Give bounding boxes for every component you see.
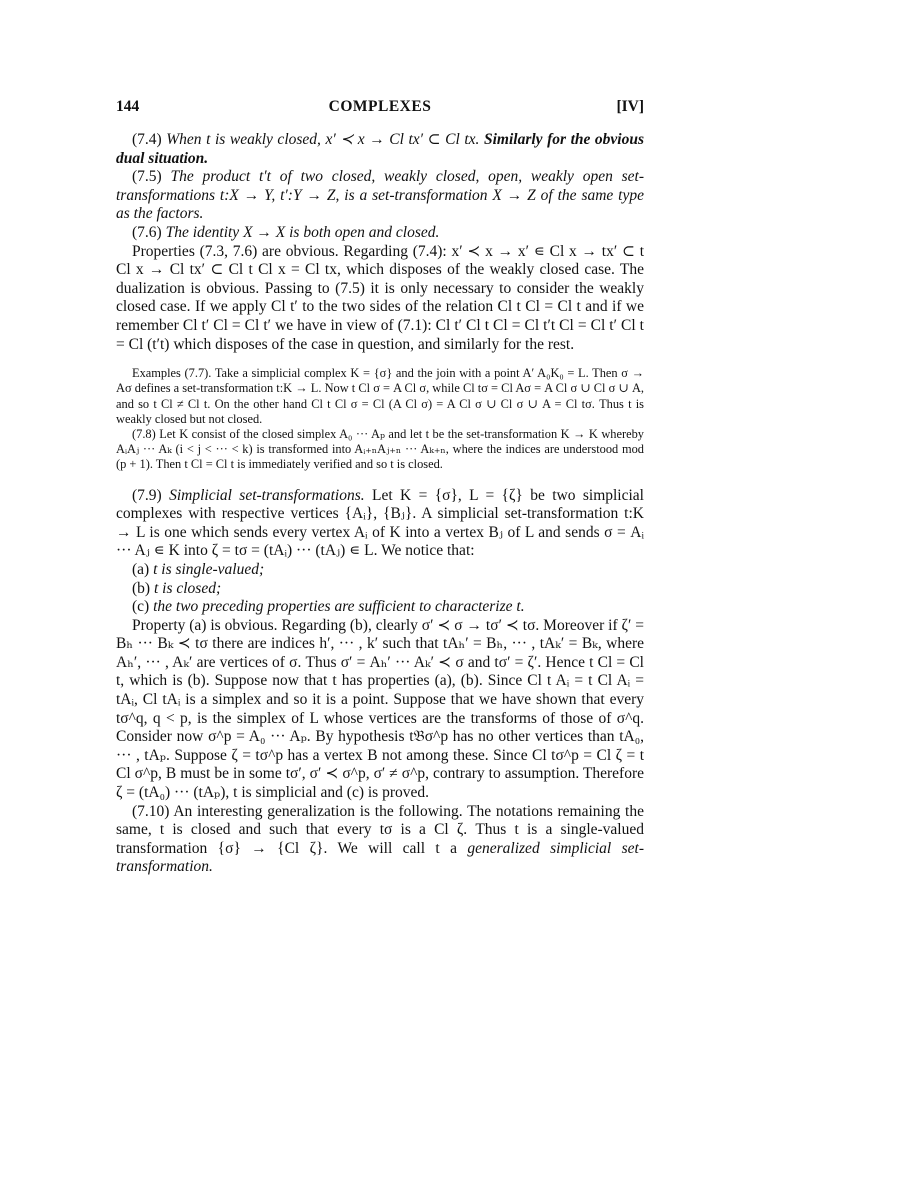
proof-paragraph: Properties (7.3, 7.6) are obvious. Regarding (7.4): x′ ≺ x → x′ ∊ Cl x → tx′ ⊂ t Cl x → Cl tx′ ⊂ Cl t Cl x = Cl tx, which disposes of the weakly closed case. The dualization is obvious. Passing to (7.5) it is only necessary to consider the weakly closed case. If we apply Cl t′ to the two sides of the relation Cl t Cl = Cl t and if we remember Cl t′ Cl = Cl t′ we have in view of (7.1): Cl t′ Cl t Cl = Cl t′t Cl = Cl t′ Cl t = Cl (t′t) which disposes of the case in question, and similarly for the rest.	[116, 242, 644, 353]
proposition-7-4	[116, 131, 644, 168]
prop-statement: The identity X → X is both open and closed.	[165, 223, 440, 241]
item-label: (b)	[132, 579, 151, 597]
example-7-8	[116, 427, 644, 473]
examples-7-7	[116, 366, 644, 427]
prop-label: (7.5)	[132, 168, 162, 186]
list-item	[116, 561, 644, 580]
examples-label: Examples (7.7).	[132, 366, 212, 381]
item-text: t is closed;	[153, 579, 222, 597]
chapter-label: [IV]	[616, 98, 644, 115]
running-title: COMPLEXES	[328, 98, 432, 115]
page-number: 144	[116, 98, 140, 115]
list-item	[116, 598, 644, 617]
section-text: An interesting generalization is the following. The notations remaining the same, t is closed and such that every tσ is a Cl ζ. Thus t is a single-valued transformation {σ} → {Cl ζ}. We will call t a	[116, 802, 644, 857]
prop-label: (7.4)	[132, 131, 162, 148]
list-item	[116, 580, 644, 599]
example-label: (7.8)	[132, 426, 156, 441]
section-7-10	[116, 803, 644, 877]
section-text: Let K = {σ}, L = {ζ} be two simplicial complexes with respective vertices {Aᵢ}, {Bⱼ}. A simplicial set-transformation t:K → L is one which sends every vertex Aᵢ of K into a vertex Bⱼ of L and sends σ = Aᵢ ··· Aⱼ ∊ K into ζ = tσ = (tAᵢ) ··· (tAⱼ) ∊ L. We notice that:	[116, 486, 644, 560]
section-7-9	[116, 487, 644, 561]
prop-statement: The product t′t of two closed, weakly closed, open, weakly open set-transformations t:X → Y, t′:Y → Z, is a set-transformation X → Z of the same type as the factors.	[116, 168, 645, 223]
page-body	[116, 131, 644, 877]
proof-7-9: Property (a) is obvious. Regarding (b), clearly σ′ ≺ σ → tσ′ ≺ tσ. Moreover if ζ′ = Bₕ ··· Bₖ ≺ tσ there are indices h′, ··· , k′ such that tAₕ′ = Bₕ, ··· , tAₖ′ = Bₖ, where Aₕ′, ··· , Aₖ′ are vertices of σ. Thus σ′ = Aₕ′ ··· Aₖ′ ≺ σ and tσ′ = ζ′. Hence t Cl = Cl t, which is (b). Suppose now that t has properties (a), (b). Since Cl t Aᵢ = t Cl Aᵢ = tAᵢ, Cl tAᵢ is a simplex and so it is a point. Suppose that we have shown that every tσ^q, q < p, is the simplex of L whose vertices are the transforms of those of σ^q. Consider now σ^p = A₀ ··· Aₚ. By hypothesis t𝔅σ^p has no other vertices than tA₀, ··· , tAₚ. Suppose ζ = tσ^p has a vertex B not among these. Since Cl tσ^p = Cl ζ = t Cl σ^p, B must be in some tσ′, σ′ ≺ σ^p, σ′ ≠ σ^p, contrary to assumption. Therefore ζ = (tA₀) ··· (tAₚ), t is simplicial and (c) is proved.	[116, 616, 644, 802]
prop-statement: When t is weakly closed, x′ ≺ x → Cl tx′ ⊂ Cl tx.	[166, 131, 480, 148]
proposition-7-5	[116, 168, 644, 224]
proposition-7-6	[116, 224, 644, 243]
page-header	[116, 98, 644, 122]
prop-remark: Similarly for the obvious dual situation.	[116, 131, 645, 167]
example-text: Let K consist of the closed simplex A₀ ··· Aₚ and let t be the set-transformation K → K whereby AᵢAⱼ ··· Aₖ (i < j < ··· < k) is transformed into Aᵢ₊ₙAⱼ₊ₙ ··· Aₖ₊ₙ, where the indices are understood mod (p + 1). Then t Cl = Cl t is immediately verified and so t is closed.	[116, 426, 644, 472]
defined-term: generalized simplicial set-transformation.	[116, 839, 644, 876]
section-title: Simplicial set-transformations.	[169, 486, 365, 504]
item-label: (a)	[132, 560, 150, 578]
examples-text: Take a simplicial complex K = {σ} and the join with a point A′ A₀K₀ = L. Then σ → Aσ defines a set-transformation t:K → L. Now t Cl σ = A Cl σ, while Cl tσ = Cl Aσ = A Cl σ ∪ Cl σ ∪ A, and so t Cl ≠ Cl t. On the other hand Cl t Cl σ = Cl (A Cl σ) = A Cl σ ∪ Cl σ ∪ A = Cl tσ. Thus t is weakly closed but not closed.	[116, 366, 645, 426]
item-text: t is single-valued;	[153, 560, 265, 578]
prop-label: (7.6)	[132, 223, 162, 241]
section-label: (7.10)	[132, 802, 170, 820]
item-label: (c)	[132, 598, 150, 616]
item-text: the two preceding properties are sufficient to characterize t.	[153, 598, 525, 616]
section-label: (7.9)	[132, 486, 162, 504]
